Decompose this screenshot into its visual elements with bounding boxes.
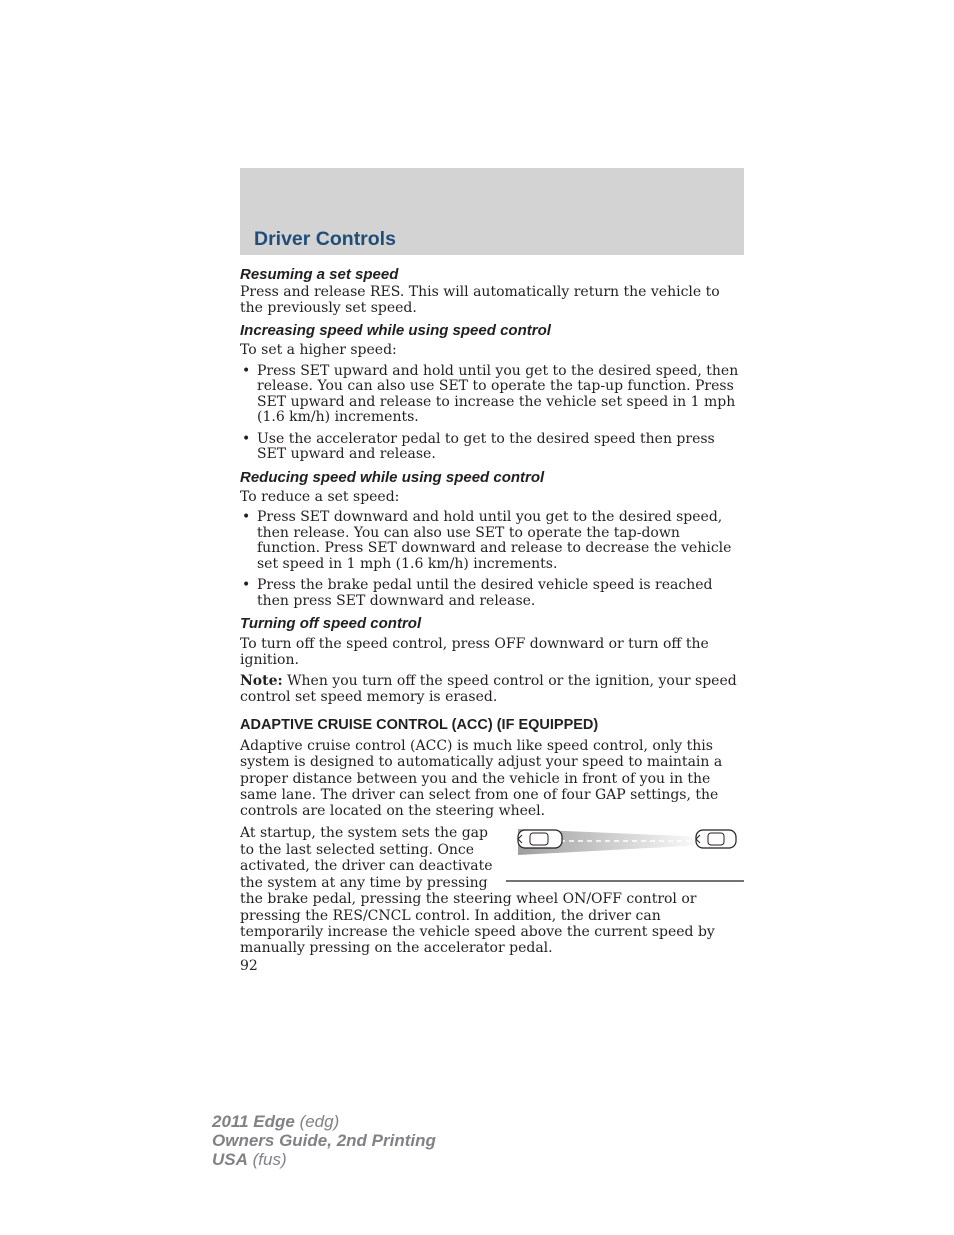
acc-gap-illustration-icon <box>506 825 744 883</box>
page-number: 92 <box>240 957 258 974</box>
footer-market: USA <box>212 1150 248 1169</box>
increasing-intro: To set a higher speed: <box>240 342 397 358</box>
document-footer <box>212 1112 436 1169</box>
note-paragraph <box>240 674 744 705</box>
note-label: Note: <box>240 673 283 689</box>
list-item-text: Press the brake pedal until the desired vehicle speed is reached then press SET downward and release. <box>257 577 713 609</box>
turning-off-text: To turn off the speed control, press OFF downward or turn off the ignition. <box>240 636 709 668</box>
reducing-list <box>240 510 744 609</box>
page-title: Driver Controls <box>254 228 396 250</box>
increasing-heading: Increasing speed while using speed control <box>240 322 551 339</box>
list-item: • Press the brake pedal until the desired vehicle speed is reached then press SET downward and release. <box>242 577 713 609</box>
footer-line-1 <box>212 1112 436 1131</box>
resuming-heading: Resuming a set speed <box>240 266 399 283</box>
acc-heading: ADAPTIVE CRUISE CONTROL (ACC) (IF EQUIPPED) <box>240 717 599 733</box>
turning-off-heading: Turning off speed control <box>240 615 422 632</box>
reducing-heading: Reducing speed while using speed control <box>240 468 545 486</box>
list-item-text: Press SET downward and hold until you get to the desired speed, then release. You can also use SET to operate the tap-down function. Press SET downward and release to decrease the vehicle set speed in 1 mph (1.6 km/h) increments. <box>257 509 732 572</box>
footer-model-code: (edg) <box>294 1112 340 1131</box>
footer-market-code: (fus) <box>247 1150 287 1169</box>
footer-line-3 <box>212 1150 436 1169</box>
list-item: • Press SET downward and hold until you get to the desired speed, then release. You can also use SET to operate the tap-down function. Press SET downward and release to decrease the vehicle set speed in 1 mph (1.6 km/h) increments. <box>242 509 732 572</box>
acc-paragraph-2: At startup, the system sets the gap to the last selected setting. Once activated, the driver can deactivate the system at any time by pressing the brake pedal, pressing the steering wheel ON/OFF control or pressing the RES/CNCL control. In addition, the driver can temporarily increase the vehicle speed above the current speed by manually pressing on the accelerator pedal. <box>240 825 715 957</box>
list-item: • Press SET upward and hold until you get to the desired speed, then release. You can also use SET to operate the tap-up function. Press SET upward and release to increase the vehicle set speed in 1 mph (1.6 km/h) increments. <box>242 362 739 425</box>
list-item-text: Use the accelerator pedal to get to the desired speed then press SET upward and release. <box>257 430 715 462</box>
list-item-text: Press SET upward and hold until you get to the desired speed, then release. You can also use SET to operate the tap-up function. Press SET upward and release to increase the vehicle set speed in 1 mph (1.6 km/h) increments. <box>257 362 739 425</box>
footer-model: 2011 Edge <box>212 1112 295 1131</box>
footer-line-2 <box>212 1131 436 1150</box>
reducing-intro: To reduce a set speed: <box>240 488 400 505</box>
list-item: • Use the accelerator pedal to get to the desired speed then press SET upward and release. <box>242 430 715 462</box>
acc-paragraph-2-block <box>240 825 744 956</box>
acc-paragraph-1: Adaptive cruise control (ACC) is much like speed control, only this system is designed to automatically adjust your speed to maintain a proper distance between you and the vehicle in front of you in the same lane. The driver can select from one of four GAP settings, the controls are located on the steering wheel. <box>240 738 723 820</box>
section-header <box>240 168 744 255</box>
increasing-list <box>240 364 744 463</box>
resuming-text: Press and release RES. This will automatically return the vehicle to the previously set speed. <box>240 284 720 316</box>
footer-guide: Owners Guide, 2nd Printing <box>212 1131 436 1150</box>
main-content <box>240 265 744 974</box>
note-text: When you turn off the speed control or the ignition, your speed control set speed memory is erased. <box>240 673 737 705</box>
